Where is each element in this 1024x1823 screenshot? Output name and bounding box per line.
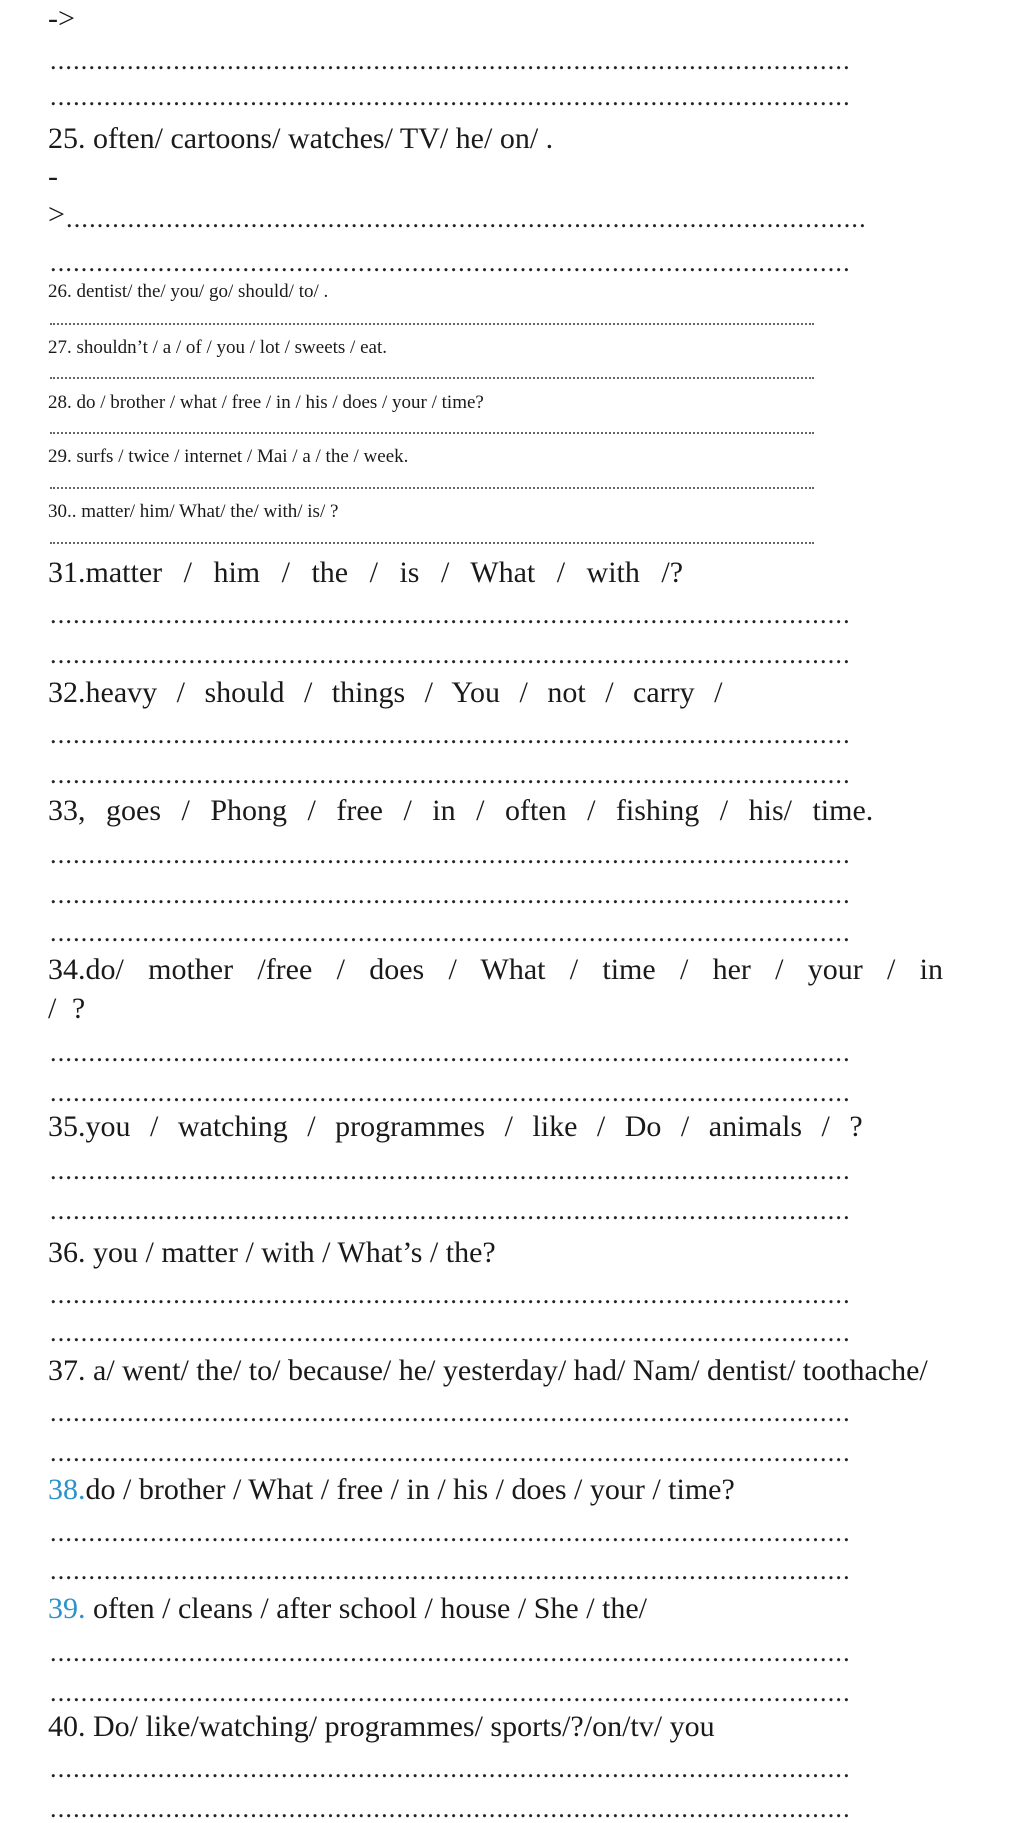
question-36: 36. you / matter / with / What’s / the? <box>48 1236 496 1269</box>
question-31: 31.matter / him / the / is / What / with /? <box>48 556 684 589</box>
answer-line[interactable]: ........................................................................................................ <box>50 1518 851 1547</box>
answer-line[interactable]: ........................................................................................................ <box>50 82 851 111</box>
question-38-number: 38. <box>48 1473 86 1506</box>
question-33: 33, goes / Phong / free / in / often / fishing / his/ time. <box>48 794 874 827</box>
question-34-line2: / ? <box>48 992 86 1025</box>
question-30: 30.. matter/ him/ What/ the/ with/ is/ ? <box>48 501 339 522</box>
question-38-text: do / brother / What / free / in / his / does / your / time? <box>85 1473 735 1506</box>
answer-line[interactable] <box>50 487 814 489</box>
answer-line[interactable]: ........................................................................................................ <box>50 760 851 789</box>
question-37: 37. a/ went/ the/ to/ because/ he/ yesterday/ had/ Nam/ dentist/ toothache/ <box>48 1354 928 1387</box>
question-28: 28. do / brother / what / free / in / his / does / your / time? <box>48 392 484 413</box>
arrow-dash: - <box>48 160 58 193</box>
answer-line[interactable]: ........................................................................................................ <box>50 1754 851 1783</box>
answer-line[interactable]: ........................................................................................................ <box>50 1038 851 1067</box>
answer-line[interactable] <box>50 542 814 544</box>
question-32: 32.heavy / should / things / You / not / carry / <box>48 676 723 709</box>
answer-line[interactable]: ........................................................................................................ <box>50 1078 851 1107</box>
answer-line[interactable]: ........................................................................................................ <box>50 1438 851 1467</box>
question-39-text: often / cleans / after school / house / She / the/ <box>85 1592 648 1625</box>
answer-line[interactable] <box>50 377 814 379</box>
question-39 <box>48 1594 647 1624</box>
question-34-line1: 34.do/ mother /free / does / What / time / her / your / in <box>48 953 943 986</box>
arrow-marker: -> <box>48 2 75 35</box>
question-27: 27. shouldn’t / a / of / you / lot / sweets / eat. <box>48 337 387 358</box>
arrow-head: > <box>48 198 65 231</box>
answer-line[interactable]: ........................................................................................................ <box>50 1638 851 1667</box>
question-40: 40. Do/ like/watching/ programmes/ sports/?/on/tv/ you <box>48 1710 715 1743</box>
question-38 <box>48 1475 735 1505</box>
question-26: 26. dentist/ the/ you/ go/ should/ to/ . <box>48 281 329 302</box>
question-39-number: 39. <box>48 1592 86 1625</box>
answer-line[interactable]: ........................................................................................................ <box>50 720 851 749</box>
question-29: 29. surfs / twice / internet / Mai / a / the / week. <box>48 446 409 467</box>
answer-line[interactable]: ........................................................................................................ <box>50 1794 851 1823</box>
answer-line[interactable]: ........................................................................................................ <box>50 1280 851 1309</box>
question-25: 25. often/ cartoons/ watches/ TV/ he/ on/ . <box>48 122 554 155</box>
answer-line[interactable]: ........................................................................................................ <box>50 640 851 669</box>
answer-line[interactable] <box>50 432 814 434</box>
answer-line[interactable]: ........................................................................................................ <box>50 1196 851 1225</box>
answer-line[interactable]: ........................................................................................................ <box>50 918 851 947</box>
answer-line[interactable]: ........................................................................................................ <box>50 600 851 629</box>
answer-line[interactable]: ........................................................................................................ <box>50 1398 851 1427</box>
answer-line[interactable]: ........................................................................................................ <box>50 840 851 869</box>
answer-line[interactable]: ........................................................................................................ <box>50 46 851 75</box>
answer-line[interactable]: ........................................................................................................ <box>50 248 851 277</box>
question-35: 35.you / watching / programmes / like / Do / animals / ? <box>48 1110 863 1143</box>
answer-line[interactable]: ........................................................................................................ <box>50 1556 851 1585</box>
answer-line[interactable]: ........................................................................................................ <box>50 1318 851 1347</box>
answer-line[interactable] <box>50 323 814 325</box>
answer-line[interactable]: ........................................................................................................ <box>66 204 867 233</box>
answer-line[interactable]: ........................................................................................................ <box>50 1156 851 1185</box>
answer-line[interactable]: ........................................................................................................ <box>50 880 851 909</box>
answer-line[interactable]: ........................................................................................................ <box>50 1678 851 1707</box>
